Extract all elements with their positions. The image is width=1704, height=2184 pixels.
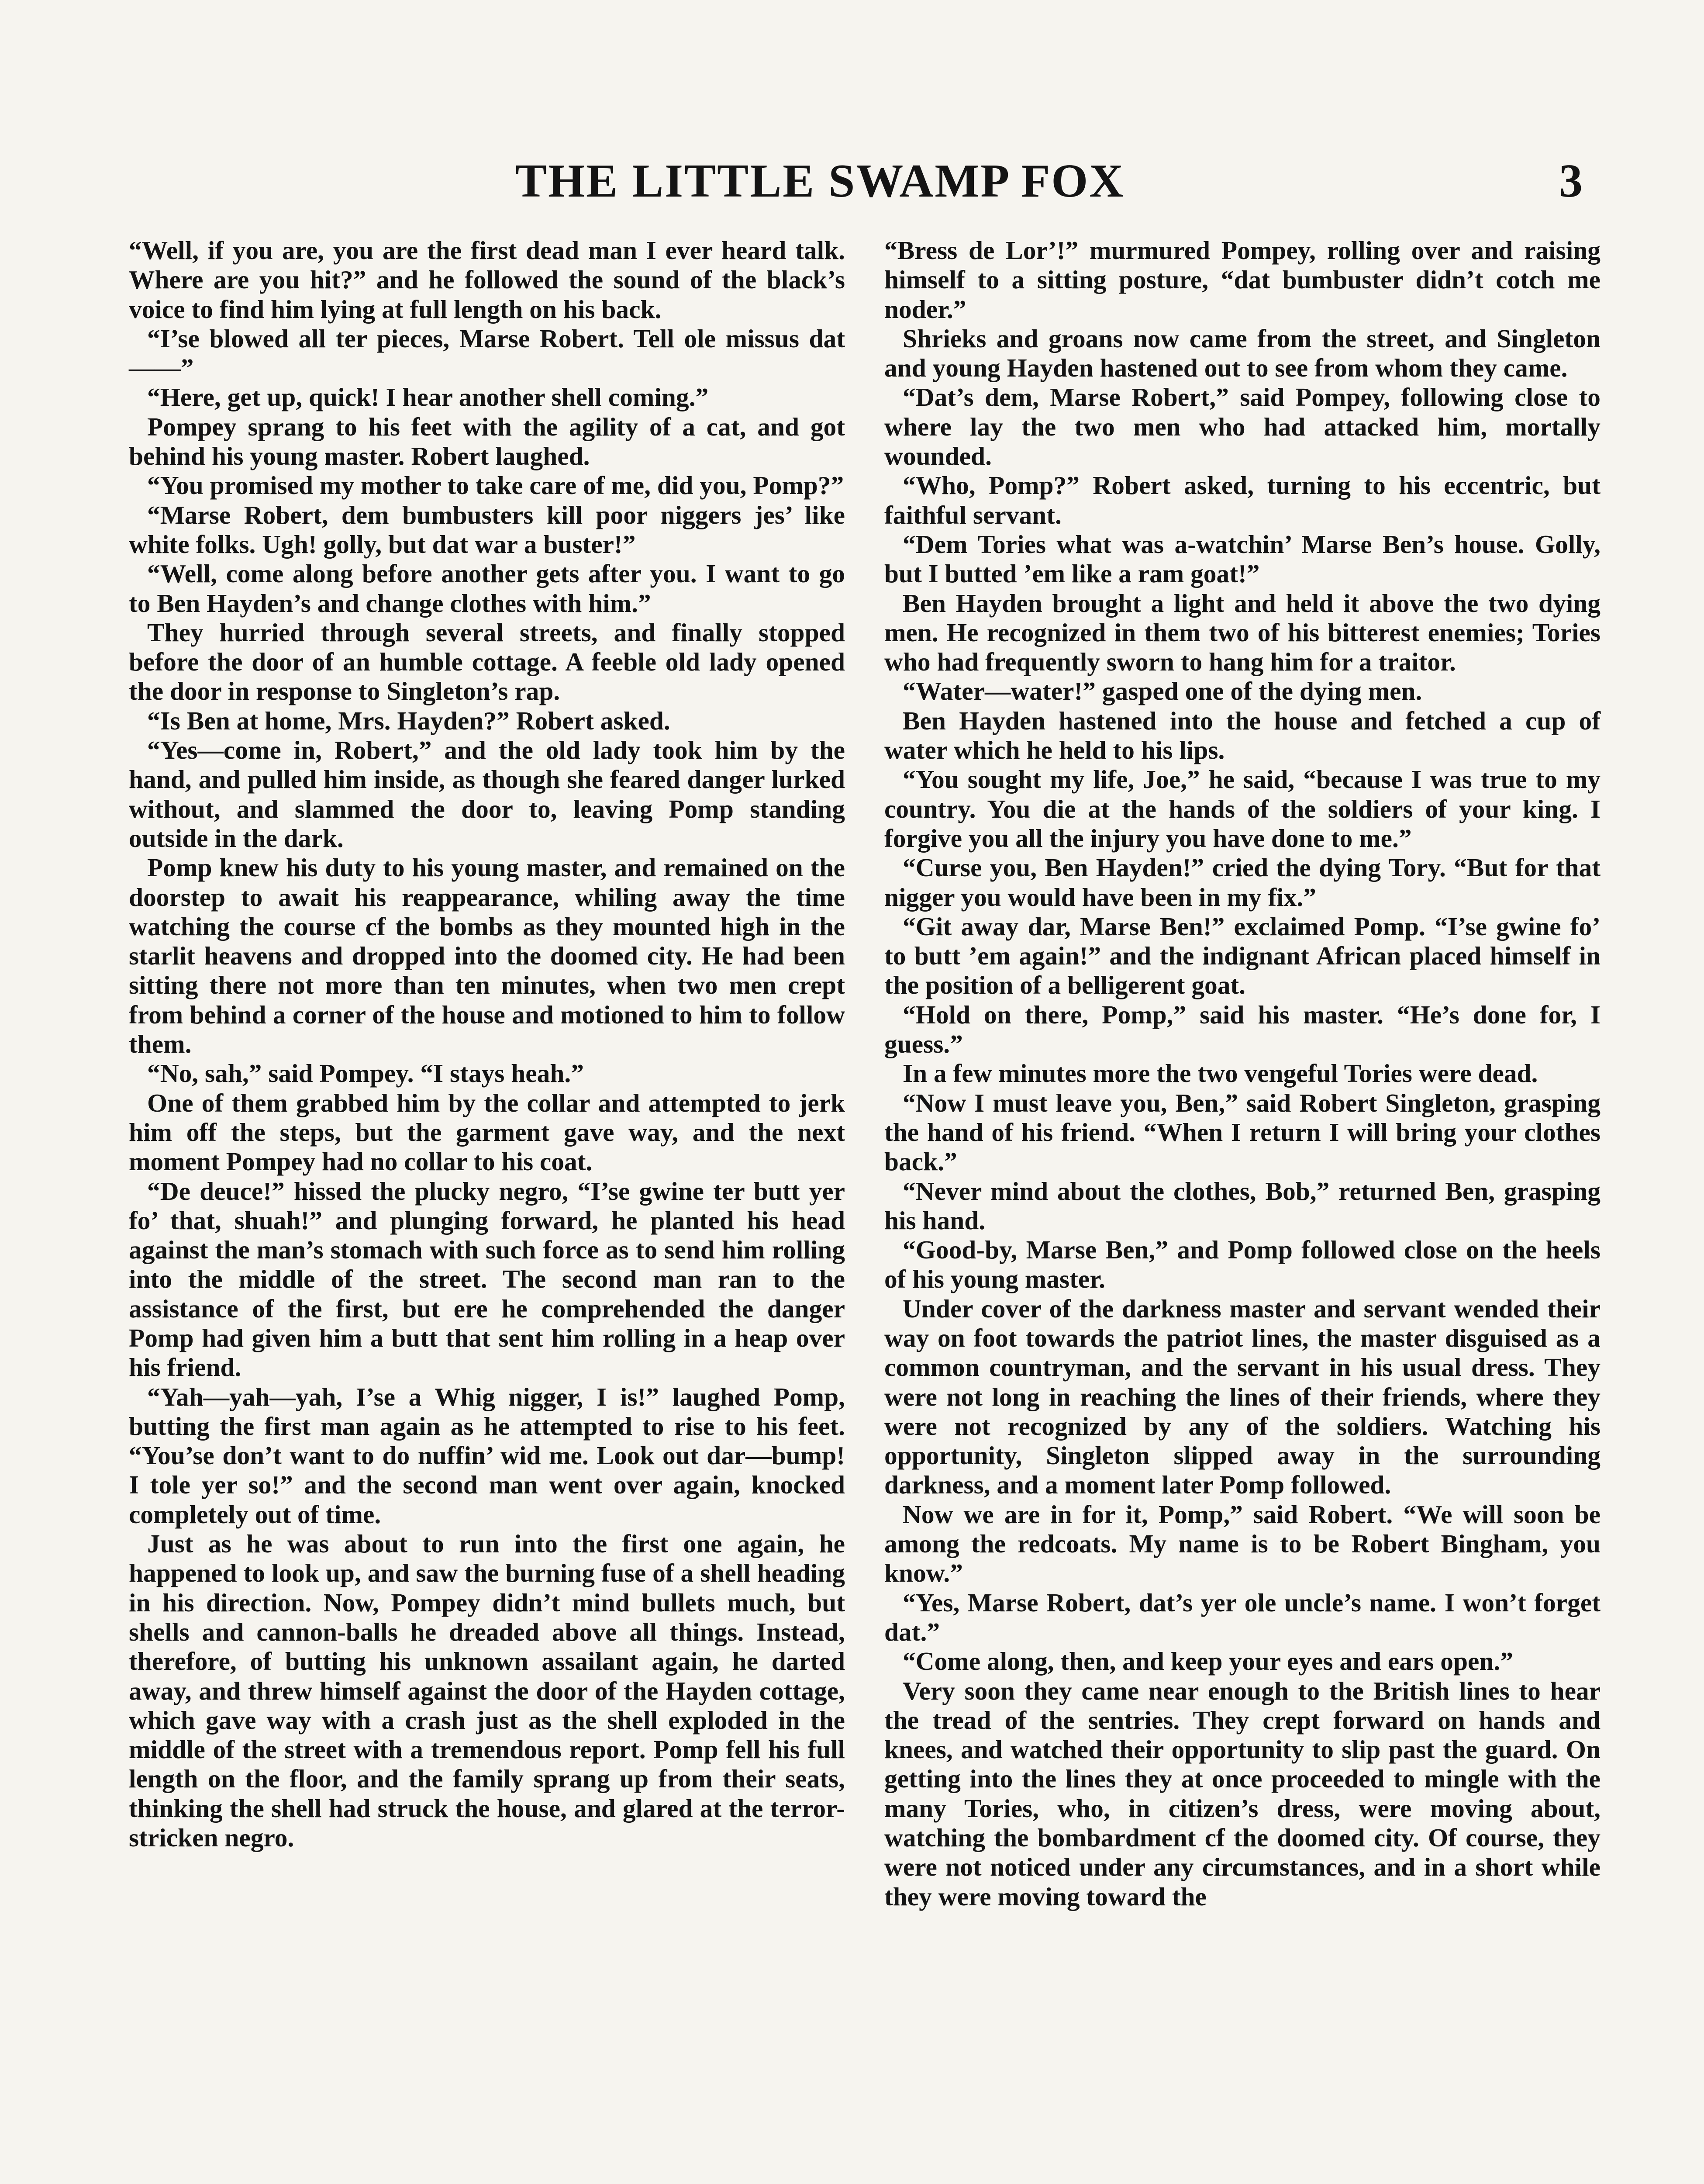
paragraph: “De deuce!” hissed the plucky negro, “I’se gwine ter butt yer fo’ that, shuah!” and plunging forward, he planted his head against the man’s stomach with such force as to send him rolling into the middle of the street. The second man ran to the assistance of the first, but ere he comprehended the danger Pomp had given him a butt that sent him rolling in a heap over his friend. [129,1176,845,1382]
paragraph: “Who, Pomp?” Robert asked, turning to his eccentric, but faithful servant. [884,471,1601,529]
paragraph: Ben Hayden brought a light and held it above the two dying men. He recognized in them two of his bitterest enemies; Tories who had frequently sworn to hang him for a traitor. [884,588,1601,677]
paragraph: “Git away dar, Marse Ben!” exclaimed Pomp. “I’se gwine fo’ to butt ’em again!” and the indignant African placed himself in the position of a belligerent goat. [884,912,1601,1000]
paragraph: They hurried through several streets, and finally stopped before the door of an humble cottage. A feeble old lady opened the door in response to Singleton’s rap. [129,618,845,706]
paragraph: “Come along, then, and keep your eyes and ears open.” [903,1647,1513,1676]
paragraph: “Curse you, Ben Hayden!” cried the dying Tory. “But for that nigger you would have been in my fix.” [884,853,1601,912]
paragraph: Ben Hayden hastened into the house and fetched a cup of water which he held to his lips. [884,706,1601,765]
paragraph: “Here, get up, quick! I hear another shell coming.” [147,383,709,412]
paragraph: “Yes, Marse Robert, dat’s yer ole uncle’s name. I won’t forget dat.” [884,1588,1601,1646]
paragraph: “Water—water!” gasped one of the dying men. [903,677,1422,706]
right-column [884,236,1601,1911]
paragraph: “Yah—yah—yah, I’se a Whig nigger, I is!” laughed Pomp, butting the first man again as he attempted to rise to his feet. “You’se don’t want to do nuffin’ wid me. Look out dar—bump! I tole yer so!” and the second man went over again, knocked completely out of time. [129,1382,845,1529]
paragraph: “Dat’s dem, Marse Robert,” said Pompey, following close to where lay the two men who had attacked him, mortally wounded. [884,383,1601,471]
paragraph: Pompey sprang to his feet with the agility of a cat, and got behind his young master. Robert laughed. [129,412,845,471]
paragraph: “No, sah,” said Pompey. “I stays heah.” [147,1059,584,1088]
paragraph: Now we are in for it, Pomp,” said Robert. “We will soon be among the redcoats. My name is to be Robert Bingham, you know.” [884,1500,1601,1588]
paragraph: “Hold on there, Pomp,” said his master. “He’s done for, I guess.” [884,1000,1601,1059]
paragraph: Very soon they came near enough to the British lines to hear the tread of the sentries. They crept forward on hands and knees, and watched their opportunity to slip past the guard. On getting into the lines they at once proceeded to mingle with the many Tories, who, in citizen’s dress, were moving about, watching the bombardment cf the doomed city. Of course, they were not noticed under any circumstances, and in a short while they were moving toward the [884,1676,1601,1911]
paragraph: “Well, if you are, you are the first dead man I ever heard talk. Where are you hit?” and he followed the sound of the black’s voice to find him lying at full length on his back. [129,236,845,324]
paragraph: Pomp knew his duty to his young master, and remained on the doorstep to await his reappearance, whiling away the time watching the course cf the bombs as they mounted high in the starlit heavens and dropped into the doomed city. He had been sitting there not more than ten minutes, when two men crept from behind a corner of the house and motioned to him to follow them. [129,853,845,1059]
paragraph: “You promised my mother to take care of me, did you, Pomp?” [147,471,844,500]
paragraph: “Yes—come in, Robert,” and the old lady took him by the hand, and pulled him inside, as though she feared danger lurked without, and slammed the door to, leaving Pomp standing outside in the dark. [129,736,845,853]
page-header [0,149,1704,214]
page-number: 3 [1559,155,1583,207]
paragraph: “Never mind about the clothes, Bob,” returned Ben, grasping his hand. [884,1176,1601,1235]
paragraph: “You sought my life, Joe,” he said, “because I was true to my country. You die at the hands of the soldiers of your king. I forgive you all the injury you have done to me.” [884,765,1601,853]
paragraph: Under cover of the darkness master and servant wended their way on foot towards the patriot lines, the master disguised as a common countryman, and the servant in his usual dress. They were not long in reaching the lines of their friends, where they were not recognized by any of the soldiers. Watching his opportunity, Singleton slipped away in the surrounding darkness, and a moment later Pomp followed. [884,1294,1601,1500]
paragraph: “I’se blowed all ter pieces, Marse Robert. Tell ole missus dat——” [129,324,845,383]
paragraph: “Bress de Lor’!” murmured Pompey, rolling over and raising himself to a sitting posture, “dat bumbuster didn’t cotch me noder.” [884,236,1601,324]
paragraph: “Marse Robert, dem bumbusters kill poor niggers jes’ like white folks. Ugh! golly, but dat war a buster!” [129,500,845,559]
running-title: THE LITTLE SWAMP FOX [515,155,1125,207]
paragraph: In a few minutes more the two vengeful Tories were dead. [903,1059,1538,1088]
left-column [129,236,845,1852]
paragraph: “Now I must leave you, Ben,” said Robert Singleton, grasping the hand of his friend. “When I return I will bring your clothes back.” [884,1088,1601,1176]
paragraph: One of them grabbed him by the collar and attempted to jerk him off the steps, but the garment gave way, and the next moment Pompey had no collar to his coat. [129,1088,845,1176]
paragraph: “Dem Tories what was a-watchin’ Marse Ben’s house. Golly, but I butted ’em like a ram goat!” [884,529,1601,588]
paragraph: Just as he was about to run into the first one again, he happened to look up, and saw the burning fuse of a shell heading in his direction. Now, Pompey didn’t mind bullets much, but shells and cannon-balls he dreaded above all things. Instead, therefore, of butting his unknown assailant again, he darted away, and threw himself against the door of the Hayden cottage, which gave way with a crash just as the shell exploded in the middle of the street with a tremendous report. Pomp fell his full length on the floor, and the family sprang up from their seats, thinking the shell had struck the house, and glared at the terror-stricken negro. [129,1529,845,1852]
paragraph: “Is Ben at home, Mrs. Hayden?” Robert asked. [147,706,670,735]
paragraph: Shrieks and groans now came from the street, and Singleton and young Hayden hastened out to see from whom they came. [884,324,1601,383]
paragraph: “Well, come along before another gets after you. I want to go to Ben Hayden’s and change clothes with him.” [129,559,845,618]
paragraph: “Good-by, Marse Ben,” and Pomp followed close on the heels of his young master. [884,1235,1601,1294]
